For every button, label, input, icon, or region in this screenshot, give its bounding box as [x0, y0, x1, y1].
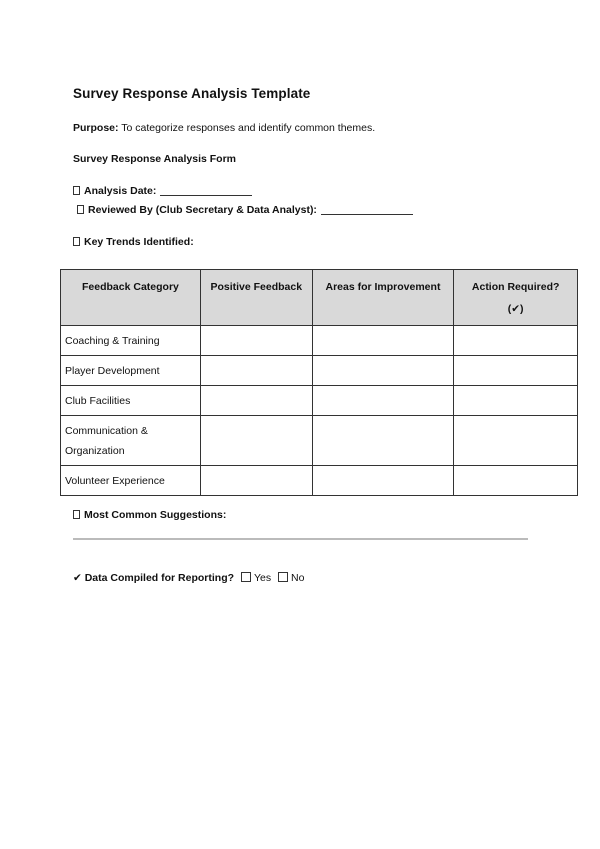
purpose-label: Purpose:	[73, 122, 119, 134]
no-checkbox[interactable]	[278, 572, 288, 582]
action-cell[interactable]	[454, 386, 578, 416]
positive-cell[interactable]	[200, 356, 312, 386]
analysis-table	[60, 269, 578, 496]
positive-cell[interactable]	[200, 466, 312, 496]
action-cell[interactable]	[454, 466, 578, 496]
key-trends-label: Key Trends Identified:	[84, 236, 194, 248]
no-label: No	[291, 572, 305, 584]
yes-checkbox[interactable]	[241, 572, 251, 582]
header-check-label: (✔)	[507, 303, 524, 315]
header-areas-improvement: Areas for Improvement	[312, 270, 454, 326]
analysis-date-line	[73, 185, 252, 197]
category-cell: Volunteer Experience	[61, 466, 201, 496]
analysis-date-field[interactable]	[160, 195, 252, 196]
table-row	[61, 326, 578, 356]
table-header-row	[61, 270, 578, 326]
yes-label: Yes	[253, 572, 272, 584]
action-cell[interactable]	[454, 356, 578, 386]
document-title: Survey Response Analysis Template	[73, 86, 311, 101]
improvement-cell[interactable]	[312, 416, 454, 466]
form-title: Survey Response Analysis Form	[73, 153, 237, 165]
purpose-text: To categorize responses and identify common themes.	[121, 122, 376, 134]
improvement-cell[interactable]	[312, 466, 454, 496]
calendar-icon	[73, 186, 80, 195]
action-cell[interactable]	[454, 326, 578, 356]
reviewed-by-line	[77, 204, 413, 216]
positive-cell[interactable]	[200, 386, 312, 416]
person-icon	[77, 205, 84, 214]
category-cell: Coaching & Training	[61, 326, 201, 356]
category-cell: Club Facilities	[61, 386, 201, 416]
action-cell[interactable]	[454, 416, 578, 466]
reviewed-by-field[interactable]	[321, 214, 413, 215]
analysis-date-label: Analysis Date:	[84, 185, 157, 197]
header-positive-feedback: Positive Feedback	[200, 270, 312, 326]
compiled-label: ✔ Data Compiled for Reporting?	[73, 572, 235, 584]
compiled-line	[73, 572, 304, 584]
header-action-required	[454, 270, 578, 326]
improvement-cell[interactable]	[312, 326, 454, 356]
table-row	[61, 416, 578, 466]
table-row	[61, 356, 578, 386]
most-common-line	[73, 509, 226, 521]
positive-cell[interactable]	[200, 326, 312, 356]
most-common-label: Most Common Suggestions:	[84, 509, 227, 521]
improvement-cell[interactable]	[312, 386, 454, 416]
chart-icon	[73, 237, 80, 246]
reviewed-by-label: Reviewed By (Club Secretary & Data Analyst):	[88, 204, 317, 216]
improvement-cell[interactable]	[312, 356, 454, 386]
key-trends-line	[73, 236, 194, 248]
header-action-required-label: Action Required?	[471, 281, 560, 293]
lightbulb-icon	[73, 510, 80, 519]
header-feedback-category: Feedback Category	[61, 270, 201, 326]
suggestions-divider[interactable]	[73, 538, 528, 540]
positive-cell[interactable]	[200, 416, 312, 466]
category-cell: Communication & Organization	[61, 416, 201, 466]
table-row	[61, 386, 578, 416]
table-row	[61, 466, 578, 496]
purpose-line	[73, 122, 375, 134]
category-cell: Player Development	[61, 356, 201, 386]
